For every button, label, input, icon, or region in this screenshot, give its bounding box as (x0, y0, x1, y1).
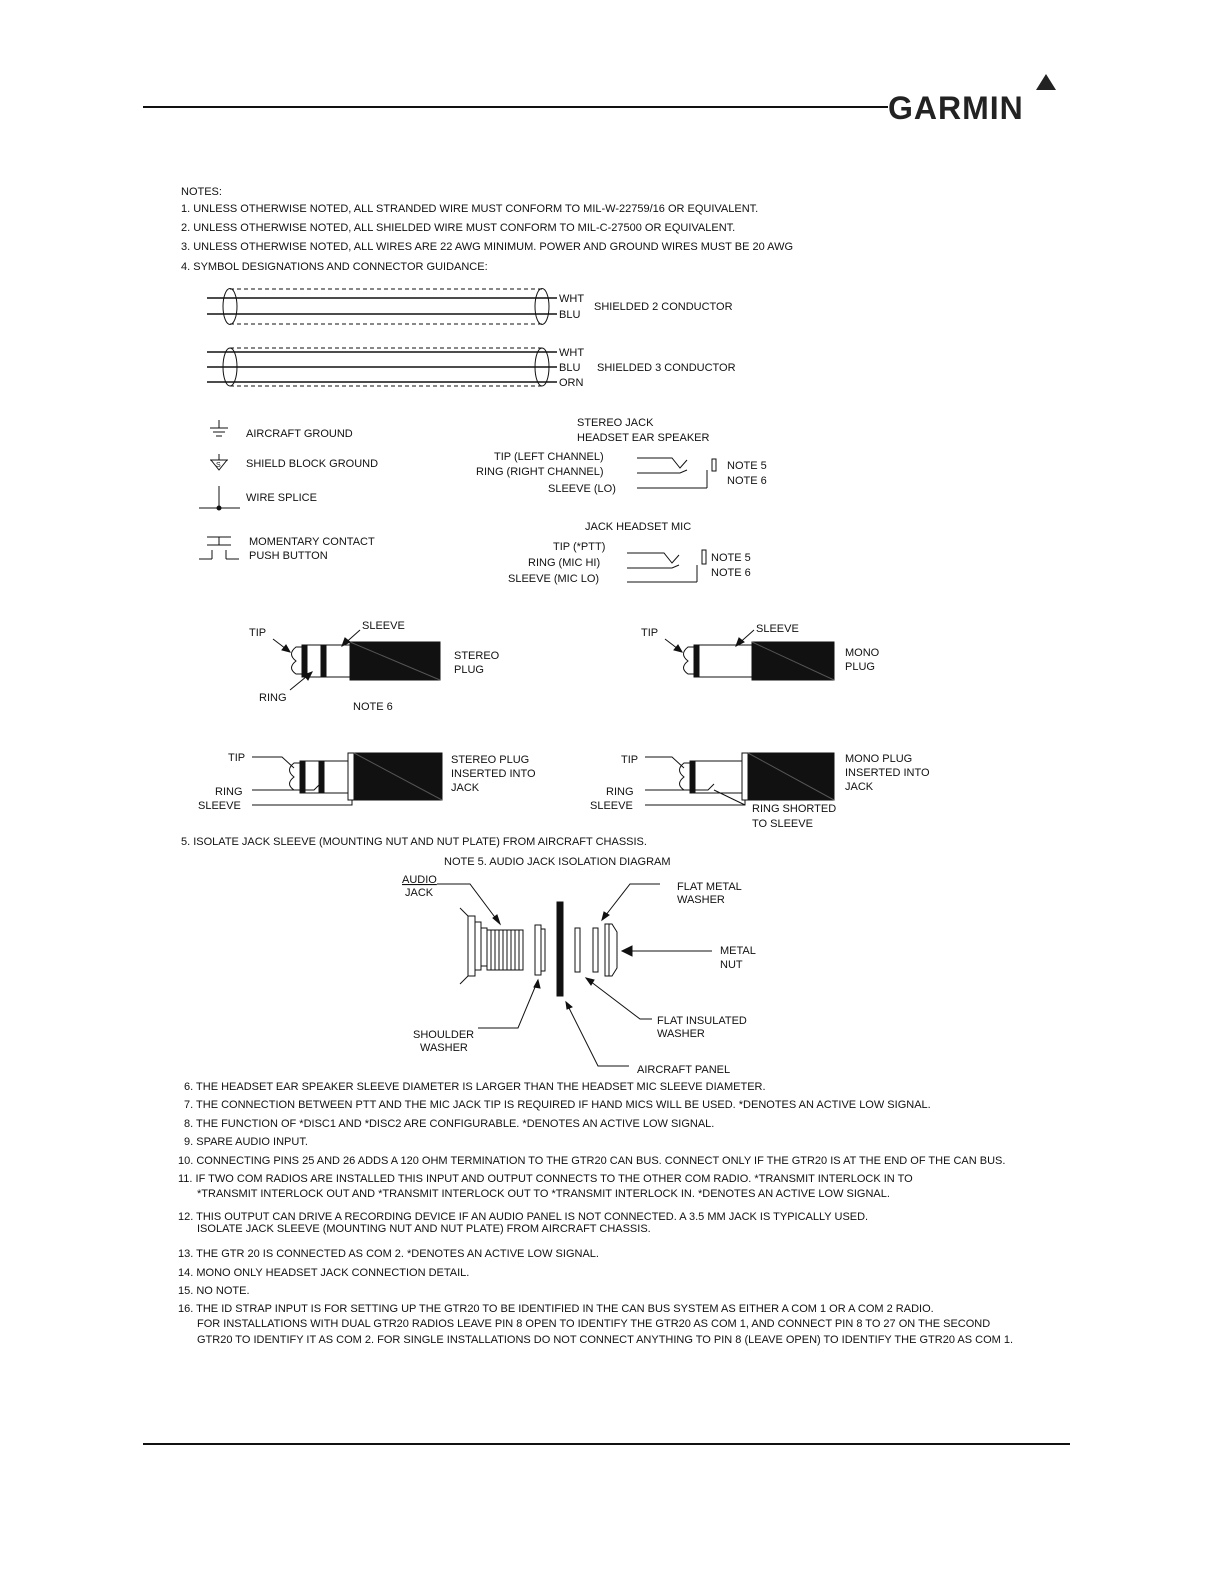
note-3: 3. UNLESS OTHERWISE NOTED, ALL WIRES ARE 22 AWG MINIMUM. POWER AND GROUND WIRES MUST BE 20 AWG (181, 241, 794, 253)
stereo-plug-icon (292, 642, 441, 680)
mono-plug-inserted-3: JACK (845, 781, 874, 793)
momentary-label-2: PUSH BUTTON (249, 550, 328, 562)
note-9: 9. SPARE AUDIO INPUT. (184, 1136, 308, 1148)
note-12b: ISOLATE JACK SLEEVE (MOUNTING NUT AND NUT PLATE) FROM AIRCRAFT CHASSIS. (197, 1223, 651, 1235)
orn-label-3: ORN (559, 377, 584, 389)
mic-jack-symbol (627, 550, 706, 582)
note-13: 13. THE GTR 20 IS CONNECTED AS COM 2. *DENOTES AN ACTIVE LOW SIGNAL. (178, 1248, 599, 1260)
push-button-icon (199, 537, 239, 559)
sleeve-label-b: SLEEVE (756, 623, 799, 635)
note-15: 15. NO NOTE. (178, 1285, 250, 1297)
aircraft-ground-icon (210, 420, 228, 436)
tip-label-a: TIP (249, 627, 267, 639)
plug-label-a: PLUG (454, 664, 484, 676)
note6-label-a: NOTE 6 (727, 475, 767, 487)
note6-label-b: NOTE 6 (711, 567, 751, 579)
washer-label-a: WASHER (677, 894, 725, 906)
ring-label-a: RING (259, 692, 287, 704)
note-16b: FOR INSTALLATIONS WITH DUAL GTR20 RADIOS LEAVE PIN 8 OPEN TO IDENTIFY THE GTR20 AS COM 1, AND CONNECT PIN 8 TO 27 ON THE SECOND (197, 1318, 991, 1330)
note-1: 1. UNLESS OTHERWISE NOTED, ALL STRANDED WIRE MUST CONFORM TO MIL-W-22759/16 OR EQUIVALENT. (181, 203, 759, 215)
shielded-2-label: SHIELDED 2 CONDUCTOR (594, 301, 733, 313)
shield-block-ground-icon (210, 454, 228, 470)
tip-label-d: TIP (621, 754, 639, 766)
shielded-3-label: SHIELDED 3 CONDUCTOR (597, 362, 736, 374)
note-8: 8. THE FUNCTION OF *DISC1 AND *DISC2 ARE CONFIGURABLE. *DENOTES AN ACTIVE LOW SIGNAL. (184, 1118, 715, 1130)
plug-label-b: PLUG (845, 661, 875, 673)
ring-label-d: RING (606, 786, 634, 798)
blu-label: BLU (559, 309, 581, 321)
note-10: 10. CONNECTING PINS 25 AND 26 ADDS A 120 OHM TERMINATION TO THE GTR20 CAN BUS. CONNECT ONLY IF THE GTR20 IS AT THE END OF THE CAN BUS. (178, 1155, 1006, 1167)
washer-label-b: WASHER (657, 1028, 705, 1040)
stereo-plug-inserted-1: STEREO PLUG (451, 754, 530, 766)
shoulder-label: SHOULDER (413, 1029, 475, 1041)
ring-label-c: RING (215, 786, 243, 798)
sleeve-lo-label: SLEEVE (LO) (548, 483, 616, 495)
wht-label: WHT (559, 293, 585, 305)
shielded-2-conductor-symbol (207, 289, 557, 325)
mono-plug-inserted-1: MONO PLUG (845, 753, 913, 765)
blu-label-3: BLU (559, 362, 581, 374)
note-16a: 16. THE ID STRAP INPUT IS FOR SETTING UP THE GTR20 TO BE IDENTIFIED IN THE CAN BUS SYSTEM AS EITHER A COM 1 OR A COM 2 RADIO. (178, 1303, 934, 1315)
tip-label-b: TIP (641, 627, 659, 639)
nut-label: NUT (720, 959, 743, 971)
ring-mic-hi-label: RING (MIC HI) (528, 557, 601, 569)
wire-splice-label: WIRE SPLICE (246, 492, 317, 504)
tip-left-label: TIP (LEFT CHANNEL) (494, 451, 604, 463)
note-16c: GTR20 TO IDENTIFY IT AS COM 2. FOR SINGLE INSTALLATIONS DO NOT CONNECT ANYTHING TO PIN 8 (LEAVE OPEN) TO IDENTIFY THE GTR20 AS COM 1. (197, 1334, 1014, 1346)
shielded-3-conductor-symbol (207, 348, 557, 386)
note5-label-b: NOTE 5 (711, 552, 751, 564)
stereo-plug-inserted-icon (252, 753, 442, 805)
to-sleeve-label: TO SLEEVE (752, 818, 813, 830)
note-5: 5. ISOLATE JACK SLEEVE (MOUNTING NUT AND NUT PLATE) FROM AIRCRAFT CHASSIS. (181, 836, 647, 848)
jack-mic-title: JACK HEADSET MIC (585, 521, 692, 533)
mono-plug-icon (684, 642, 835, 680)
metal-label: METAL (720, 945, 756, 957)
note-11a: 11. IF TWO COM RADIOS ARE INSTALLED THIS INPUT AND OUTPUT CONNECTS TO THE OTHER COM RADIO. *TRANSMIT INTERLOCK IN TO (178, 1173, 913, 1185)
note6-label-c: NOTE 6 (353, 701, 393, 713)
washer-label-c: WASHER (420, 1042, 468, 1054)
isolation-title: NOTE 5. AUDIO JACK ISOLATION DIAGRAM (444, 856, 671, 868)
note-7: 7. THE CONNECTION BETWEEN PTT AND THE MIC JACK TIP IS REQUIRED IF HAND MICS WILL BE USED. *DENOTES AN ACTIVE LOW SIGNAL. (184, 1099, 931, 1111)
sleeve-label-a: SLEEVE (362, 620, 405, 632)
note-14: 14. MONO ONLY HEADSET JACK CONNECTION DETAIL. (178, 1267, 470, 1279)
mono-plug-inserted-2: INSERTED INTO (845, 767, 930, 779)
sleeve-label-c: SLEEVE (198, 800, 241, 812)
momentary-label-1: MOMENTARY CONTACT (249, 536, 375, 548)
stereo-plug-inserted-2: INSERTED INTO (451, 768, 536, 780)
stereo-plug-arrows (273, 630, 360, 690)
mono-label: MONO (845, 647, 880, 659)
note-6: 6. THE HEADSET EAR SPEAKER SLEEVE DIAMETER IS LARGER THAN THE HEADSET MIC SLEEVE DIAMETER. (184, 1081, 766, 1093)
mono-plug-arrows (665, 630, 754, 652)
flat-metal-label: FLAT METAL (677, 881, 742, 893)
audio-label: AUDIO (402, 874, 437, 886)
note-11b: *TRANSMIT INTERLOCK OUT AND *TRANSMIT INTERLOCK OUT TO *TRANSMIT INTERLOCK IN. *DENOTES AN ACTIVE LOW SIGNAL. (197, 1188, 890, 1200)
stereo-jack-symbol (637, 458, 716, 488)
sleeve-label-d: SLEEVE (590, 800, 633, 812)
note-2: 2. UNLESS OTHERWISE NOTED, ALL SHIELDED WIRE MUST CONFORM TO MIL-C-27500 OR EQUIVALENT. (181, 222, 736, 234)
stereo-plug-inserted-3: JACK (451, 782, 480, 794)
note-12a: 12. THIS OUTPUT CAN DRIVE A RECORDING DEVICE IF AN AUDIO PANEL IS NOT CONNECTED. A 3.5 MM JACK IS TYPICALLY USED. (178, 1211, 869, 1223)
mono-plug-inserted-icon (645, 753, 834, 805)
stereo-jack-title-1: STEREO JACK (577, 417, 654, 429)
sleeve-mic-lo-label: SLEEVE (MIC LO) (508, 573, 600, 585)
shield-block-ground-label: SHIELD BLOCK GROUND (246, 458, 379, 470)
logo-wordmark: GARMIN (888, 90, 1024, 126)
wire-splice-icon (199, 486, 240, 510)
stereo-label: STEREO (454, 650, 500, 662)
note5-label-a: NOTE 5 (727, 460, 767, 472)
wht-label-3: WHT (559, 347, 585, 359)
aircraft-ground-label: AIRCRAFT GROUND (246, 428, 353, 440)
jack-label: JACK (405, 887, 434, 899)
ring-right-label: RING (RIGHT CHANNEL) (476, 466, 604, 478)
stereo-jack-title-2: HEADSET EAR SPEAKER (577, 432, 710, 444)
ring-shorted-label: RING SHORTED (752, 803, 837, 815)
tip-ptt-label: TIP (*PTT) (553, 541, 606, 553)
flat-insulated-label: FLAT INSULATED (657, 1015, 747, 1027)
tip-label-c: TIP (228, 752, 246, 764)
aircraft-panel-label: AIRCRAFT PANEL (637, 1064, 731, 1076)
notes-heading: NOTES: (181, 186, 222, 198)
note-4: 4. SYMBOL DESIGNATIONS AND CONNECTOR GUIDANCE: (181, 261, 488, 273)
svg-text:S: S (216, 462, 221, 469)
